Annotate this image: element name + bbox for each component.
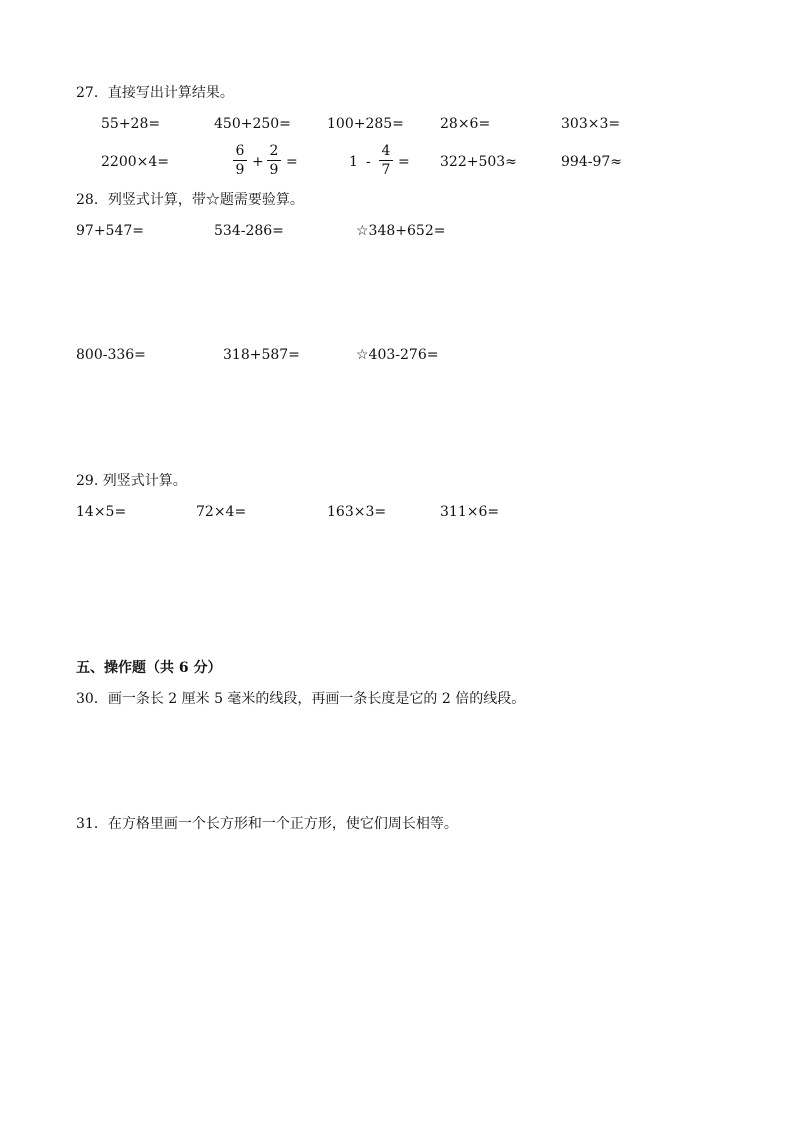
q27-expr-9: 322+503≈ [440,154,517,170]
q28-title: 28．列竖式计算，带☆题需要验算。 [76,192,304,208]
fraction-denominator: 7 [381,162,391,178]
q28-expr-2: 534-286= [214,223,284,239]
q27-expr-10: 994-97≈ [561,154,622,170]
q27-expr-2: 450+250= [214,116,291,132]
q29-expr-3: 163×3= [327,504,387,520]
fraction-bar [267,160,281,161]
q27-expr-4: 28×6= [440,116,491,132]
q27-expr-1: 55+28= [101,116,161,132]
q27-equals-sign-2: = [398,154,410,170]
q29-expr-4: 311×6= [440,504,500,520]
section-5-heading: 五、操作题（共 6 分） [76,660,222,676]
q30-title: 30．画一条长 2 厘米 5 毫米的线段，再画一条长度是它的 2 倍的线段。 [76,691,526,707]
q29-expr-1: 14×5= [76,504,127,520]
q28-expr-6: ☆403-276= [356,347,439,363]
q27-expr-5: 303×3= [561,116,621,132]
q28-expr-1: 97+547= [76,223,144,239]
fraction-denominator: 9 [235,162,245,178]
fraction-denominator: 9 [269,162,279,178]
fraction-numerator: 4 [381,143,391,159]
q27-expr-6: 2200×4= [101,154,169,170]
q28-expr-3: ☆348+652= [356,223,446,239]
q29-expr-2: 72×4= [196,504,247,520]
q31-title: 31．在方格里画一个长方形和一个正方形，使它们周长相等。 [76,816,458,832]
q27-expr-3: 100+285= [327,116,404,132]
q27-equals-sign: = [286,154,298,170]
fraction-numerator: 6 [235,143,245,159]
fraction-bar [233,160,247,161]
q27-minus-sign: - [366,154,371,170]
q27-fraction-a [233,143,247,178]
q27-plus-sign: + [252,154,264,170]
q29-title: 29. 列竖式计算。 [76,473,187,489]
q27-title: 27．直接写出计算结果。 [76,85,234,101]
q28-expr-5: 318+587= [223,347,300,363]
fraction-numerator: 2 [269,143,279,159]
q28-expr-4: 800-336= [76,347,146,363]
q27-fraction-b [267,143,281,178]
fraction-bar [379,160,393,161]
q27-fraction-c [379,143,393,178]
q27-one: 1 [349,154,358,170]
